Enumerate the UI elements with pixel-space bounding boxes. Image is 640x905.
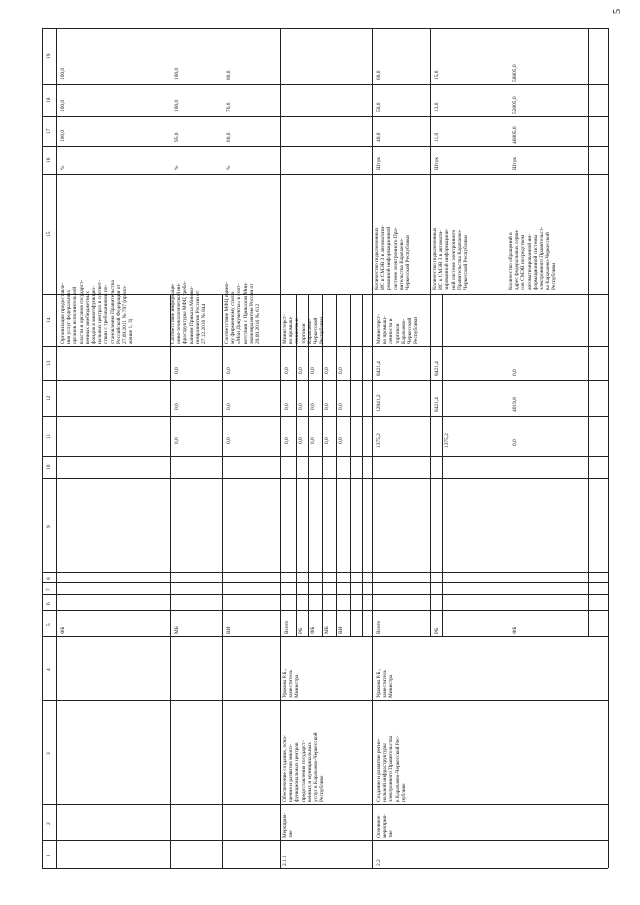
column-line-11 bbox=[42, 416, 608, 417]
table-bottom-border bbox=[42, 868, 608, 869]
value-22-total-12: 12841,2 bbox=[376, 394, 382, 412]
column-line-2 bbox=[42, 804, 608, 805]
value-22-fb-11: 0,0 bbox=[512, 439, 518, 446]
row-kind-22: Основное мероприя- тие bbox=[376, 814, 395, 838]
indicator-mfc-infrastructure: Соответствие информаци- онно-технологической ин- фраструктуры МФЦ требо- ваниям Приказа Минэко- номразвития России от 27.12.2016 № 844 bbox=[170, 281, 208, 344]
source-211-0: Всего bbox=[284, 620, 290, 634]
row-coexec-22: Министерст- во промыш- ленности и торговли Карачаево- Черкесской Республики bbox=[376, 314, 420, 344]
column-number-6: 6 bbox=[46, 602, 52, 605]
indicator-smev3-ic: Количество подключенных ИС к СМЭВ 3 в автомати- зированной информацион- ной системе электронного Правительства Карачаево- Черкесской Республики bbox=[432, 227, 470, 290]
value-211-13-0: 0,0 bbox=[284, 367, 290, 374]
value-mb-17: 95,0 bbox=[174, 132, 180, 142]
value-22-3-18: 52805,0 bbox=[512, 96, 518, 114]
row-executor-22: Уракова Р.Б., заместитель Министра bbox=[376, 668, 395, 698]
source-22-rb: РБ bbox=[434, 627, 440, 634]
row-kind-211: Мероприя- тие bbox=[282, 812, 295, 838]
column-line-5 bbox=[42, 610, 608, 611]
value-211-13-4: 0,0 bbox=[338, 367, 344, 374]
indicator-smev-ic: Количество подключенных ИС в СМЭВ 3 в автоматизи- рованной информационной системе электронного Пра- вительства Карачаево- Черкесской Республики bbox=[374, 225, 412, 290]
unit-mb: % bbox=[174, 165, 180, 170]
column-number-15: 15 bbox=[46, 231, 52, 237]
value-211-12-1: 0,0 bbox=[298, 403, 304, 410]
value-22-rb-13: 8421,4 bbox=[434, 361, 440, 376]
value-22-rb-11: 1375,2 bbox=[444, 433, 450, 448]
value-211-11-2: 0,0 bbox=[310, 437, 316, 444]
source-211-4: ВИ bbox=[338, 626, 344, 634]
header-row-line bbox=[56, 28, 57, 868]
column-number-16: 16 bbox=[46, 157, 52, 163]
subrow-line-22-rb bbox=[430, 28, 431, 636]
value-top-19: 100,0 bbox=[60, 67, 66, 80]
value-211-12-2: 0,0 bbox=[310, 403, 316, 410]
value-211-13-3: 0,0 bbox=[324, 367, 330, 374]
unit-top: % bbox=[60, 165, 66, 170]
column-number-12: 12 bbox=[46, 395, 52, 401]
value-211-12-3: 0,0 bbox=[324, 403, 330, 410]
value-211-11-1: 0,0 bbox=[298, 437, 304, 444]
value-vi-17: 60,0 bbox=[226, 132, 232, 142]
value-top-17: 100,0 bbox=[60, 129, 66, 142]
source-mb: МБ bbox=[174, 626, 180, 634]
value-211-13-1: 0,0 bbox=[298, 367, 304, 374]
value-22-fb-13: 0,0 bbox=[512, 369, 518, 376]
source-22-total: Всего bbox=[376, 620, 382, 634]
column-number-14: 14 bbox=[46, 317, 52, 323]
unit-vi: % bbox=[226, 165, 232, 170]
column-number-8: 8 bbox=[46, 577, 52, 580]
column-line-3 bbox=[42, 700, 608, 701]
row-line-211 bbox=[280, 28, 281, 868]
column-line-15 bbox=[42, 174, 608, 175]
source-vi: ВИ bbox=[226, 626, 232, 634]
indicator-mfc-style: Соответствие МФЦ едино- му фирменному стилю «Мои Документы» в соот- ветствии с Приказом Мин- экономразвития России от 29.09.2016 № 612 bbox=[224, 281, 262, 344]
column-line-8 bbox=[42, 572, 608, 573]
value-vi-18: 70,0 bbox=[226, 102, 232, 112]
value-mb-13: 0,0 bbox=[174, 367, 180, 374]
column-line-9 bbox=[42, 478, 608, 479]
row-name-211: Обеспечение создания, осна- щения и развития много- функциональных центров предоставления государст- венных и муниципальных услуг в Карачаево-Черкесской Республике bbox=[282, 732, 326, 802]
row-line-22 bbox=[372, 28, 373, 868]
value-22-rb-12: 8421,4 bbox=[434, 397, 440, 412]
subrow-line-22-fb bbox=[588, 28, 589, 636]
column-line-18 bbox=[42, 84, 608, 85]
value-22-2-18: 13,0 bbox=[434, 102, 440, 112]
value-mb-11: 0,0 bbox=[174, 437, 180, 444]
unit-22-3: Штук bbox=[512, 156, 518, 170]
column-line-6 bbox=[42, 594, 608, 595]
source-211-2: ФБ bbox=[310, 626, 316, 634]
program-table bbox=[42, 28, 608, 868]
column-number-13: 13 bbox=[46, 360, 52, 366]
column-number-2: 2 bbox=[46, 822, 52, 825]
table-left-border bbox=[42, 28, 43, 868]
value-211-11-3: 0,0 bbox=[324, 437, 330, 444]
indicator-mfc-services: Организация предоставле- ния услуг федеральных органов исполнительной власти и органов государст- венных внебюджетных фондов в многофункцио- нальных центрах в соответ- ствии с требованиями по- становления Правительства Российской Федерации от 27.09.2011 № 797 (прило- жение 1, 3) bbox=[60, 279, 135, 344]
column-number-1: 1 bbox=[46, 854, 52, 857]
unit-22-1: Штук bbox=[376, 156, 382, 170]
value-211-11-4: 0,0 bbox=[338, 437, 344, 444]
value-vi-12: 0,0 bbox=[226, 403, 232, 410]
value-22-1-18: 50,0 bbox=[376, 102, 382, 112]
page-number: 5 bbox=[612, 9, 623, 14]
value-211-12-0: 0,0 bbox=[284, 403, 290, 410]
value-22-fb-12: 4019,8 bbox=[512, 397, 518, 412]
column-line-10 bbox=[42, 456, 608, 457]
column-number-19: 19 bbox=[46, 53, 52, 59]
source-22-fb: ФБ bbox=[512, 626, 518, 634]
column-line-16 bbox=[42, 146, 608, 147]
value-211-12-4: 0,0 bbox=[338, 403, 344, 410]
value-22-2-19: 15,0 bbox=[434, 70, 440, 80]
source-211-3: МБ bbox=[324, 626, 330, 634]
column-number-4: 4 bbox=[46, 668, 52, 671]
table-top-border bbox=[42, 28, 608, 29]
value-22-1-19: 60,0 bbox=[376, 70, 382, 80]
column-number-3: 3 bbox=[46, 752, 52, 755]
value-top-18: 100,0 bbox=[60, 99, 66, 112]
column-number-11: 11 bbox=[46, 433, 52, 439]
value-22-total-11: 1375,2 bbox=[376, 433, 382, 448]
column-line-17 bbox=[42, 116, 608, 117]
value-211-11-0: 0,0 bbox=[284, 437, 290, 444]
column-number-9: 9 bbox=[46, 525, 52, 528]
column-number-17: 17 bbox=[46, 128, 52, 134]
row-number-211: 2.1.1 bbox=[282, 855, 288, 866]
row-executor-211: Уракова Р.Б., заместитель Министра bbox=[282, 668, 301, 698]
column-number-18: 18 bbox=[46, 97, 52, 103]
indicator-smev-requests: Количество обращений в адрес федеральных серви- сов СМЭВ посредством автоматизированной ин- формационной системы электронного Правительст- ва Карачаево-Черкесской Республики bbox=[508, 226, 558, 290]
column-line-1 bbox=[42, 840, 608, 841]
value-211-13-2: 0,0 bbox=[310, 367, 316, 374]
column-line-12 bbox=[42, 380, 608, 381]
value-vi-11: 0,0 bbox=[226, 437, 232, 444]
value-22-total-13: 8421,4 bbox=[376, 361, 382, 376]
column-line-13 bbox=[42, 346, 608, 347]
source-fb-top: ФБ bbox=[60, 626, 66, 634]
column-line-7 bbox=[42, 582, 608, 583]
source-211-1: РБ bbox=[298, 627, 304, 634]
row-coexec-211: Министерст- во промыш- ленности и торговли Карачаево- Черкесской Республики bbox=[282, 314, 326, 344]
value-mb-18: 100,0 bbox=[174, 99, 180, 112]
value-mb-19: 100,0 bbox=[174, 67, 180, 80]
value-22-2-17: 11,0 bbox=[434, 132, 440, 142]
column-number-10: 10 bbox=[46, 464, 52, 470]
row-name-22: Создание и развитие регио- нальной инфраструктуры электронного Правительства в Карачаево-Черкесской Рес- публике bbox=[376, 735, 407, 802]
column-line-4 bbox=[42, 636, 608, 637]
value-22-3-17: 46805,0 bbox=[512, 126, 518, 144]
row-number-22: 2.2 bbox=[376, 859, 382, 866]
column-number-7: 7 bbox=[46, 588, 52, 591]
subrow-line-end bbox=[608, 28, 609, 868]
value-22-3-19: 58805,0 bbox=[512, 64, 518, 82]
value-22-1-17: 40,0 bbox=[376, 132, 382, 142]
unit-22-2: Штук bbox=[434, 156, 440, 170]
column-number-5: 5 bbox=[46, 623, 52, 626]
value-vi-19: 80,0 bbox=[226, 70, 232, 80]
value-vi-13: 0,0 bbox=[226, 367, 232, 374]
value-mb-12: 0,0 bbox=[174, 403, 180, 410]
